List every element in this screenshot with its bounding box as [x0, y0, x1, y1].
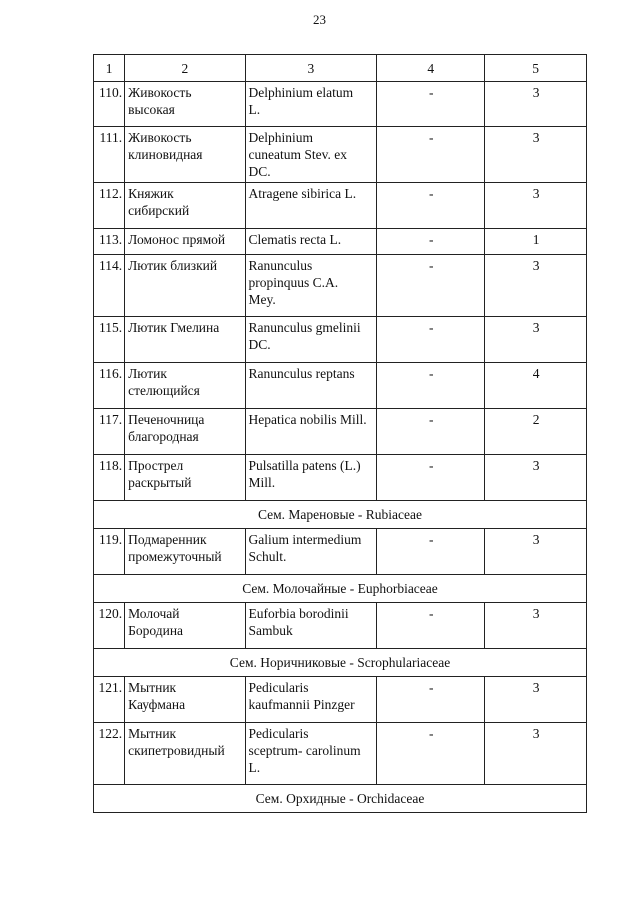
latin-name: Clematis recta L.	[245, 229, 377, 255]
russian-name: Лютик Гмелина	[125, 317, 245, 363]
latin-name: Pulsatilla patens (L.) Mill.	[245, 455, 377, 501]
row-number: 118.	[94, 455, 125, 501]
row-number: 120.	[94, 603, 125, 649]
latin-name: Pedicularis sceptrum- carolinum L.	[245, 723, 377, 785]
russian-name: Живокость клиновидная	[125, 127, 245, 183]
table-row	[94, 317, 587, 363]
table-row	[94, 127, 587, 183]
family-name: Сем. Норичниковые - Scrophulariaceae	[94, 649, 587, 677]
page-number: 23	[313, 12, 326, 27]
family-row	[94, 575, 587, 603]
species-table	[93, 54, 587, 813]
latin-name: Ranunculus propinquus C.A. Mey.	[245, 255, 377, 317]
russian-name: Прострел раскрытый	[125, 455, 245, 501]
row-number: 110.	[94, 82, 125, 127]
russian-name: Печеночница благородная	[125, 409, 245, 455]
category-value: 3	[485, 529, 587, 575]
category-value: 3	[485, 455, 587, 501]
row-number: 113.	[94, 229, 125, 255]
table-row	[94, 529, 587, 575]
header-col-3: 3	[245, 55, 377, 82]
table-row	[94, 603, 587, 649]
latin-name: Pedicularis kaufmannii Pinzger	[245, 677, 377, 723]
col4-value: -	[377, 723, 485, 785]
table-row	[94, 677, 587, 723]
russian-name: Мытник скипетровидный	[125, 723, 245, 785]
russian-name: Ломонос прямой	[125, 229, 245, 255]
category-value: 3	[485, 317, 587, 363]
col4-value: -	[377, 603, 485, 649]
col4-value: -	[377, 455, 485, 501]
table-row	[94, 183, 587, 229]
russian-name: Мытник Кауфмана	[125, 677, 245, 723]
latin-name: Euforbia borodinii Sambuk	[245, 603, 377, 649]
category-value: 3	[485, 677, 587, 723]
col4-value: -	[377, 363, 485, 409]
family-row	[94, 501, 587, 529]
table-row	[94, 455, 587, 501]
category-value: 3	[485, 127, 587, 183]
category-value: 2	[485, 409, 587, 455]
latin-name: Delphinium elatum L.	[245, 82, 377, 127]
table-row	[94, 229, 587, 255]
family-row	[94, 785, 587, 813]
category-value: 3	[485, 255, 587, 317]
col4-value: -	[377, 409, 485, 455]
latin-name: Atragene sibirica L.	[245, 183, 377, 229]
category-value: 1	[485, 229, 587, 255]
col4-value: -	[377, 317, 485, 363]
header-col-1: 1	[94, 55, 125, 82]
header-col-2: 2	[125, 55, 245, 82]
latin-name: Galium intermedium Schult.	[245, 529, 377, 575]
category-value: 3	[485, 82, 587, 127]
col4-value: -	[377, 127, 485, 183]
col4-value: -	[377, 677, 485, 723]
col4-value: -	[377, 82, 485, 127]
col4-value: -	[377, 183, 485, 229]
russian-name: Лютик стелющийся	[125, 363, 245, 409]
latin-name: Ranunculus gmelinii DC.	[245, 317, 377, 363]
russian-name: Княжик сибирский	[125, 183, 245, 229]
family-name: Сем. Орхидные - Orchidaceae	[94, 785, 587, 813]
family-row	[94, 649, 587, 677]
table-row	[94, 363, 587, 409]
table-row	[94, 255, 587, 317]
table-header-row	[94, 55, 587, 82]
row-number: 111.	[94, 127, 125, 183]
russian-name: Лютик близкий	[125, 255, 245, 317]
row-number: 119.	[94, 529, 125, 575]
col4-value: -	[377, 529, 485, 575]
header-col-4: 4	[377, 55, 485, 82]
row-number: 116.	[94, 363, 125, 409]
table-row	[94, 82, 587, 127]
category-value: 3	[485, 723, 587, 785]
category-value: 3	[485, 183, 587, 229]
row-number: 121.	[94, 677, 125, 723]
col4-value: -	[377, 229, 485, 255]
row-number: 112.	[94, 183, 125, 229]
latin-name: Delphinium cuneatum Stev. ex DC.	[245, 127, 377, 183]
row-number: 115.	[94, 317, 125, 363]
russian-name: Подмаренник промежуточный	[125, 529, 245, 575]
russian-name: Молочай Бородина	[125, 603, 245, 649]
category-value: 3	[485, 603, 587, 649]
russian-name: Живокость высокая	[125, 82, 245, 127]
table-row	[94, 723, 587, 785]
col4-value: -	[377, 255, 485, 317]
family-name: Сем. Молочайные - Euphorbiaceae	[94, 575, 587, 603]
table-row	[94, 409, 587, 455]
row-number: 117.	[94, 409, 125, 455]
row-number: 114.	[94, 255, 125, 317]
latin-name: Ranunculus reptans	[245, 363, 377, 409]
category-value: 4	[485, 363, 587, 409]
row-number: 122.	[94, 723, 125, 785]
family-name: Сем. Мареновые - Rubiaceae	[94, 501, 587, 529]
header-col-5: 5	[485, 55, 587, 82]
latin-name: Hepatica nobilis Mill.	[245, 409, 377, 455]
